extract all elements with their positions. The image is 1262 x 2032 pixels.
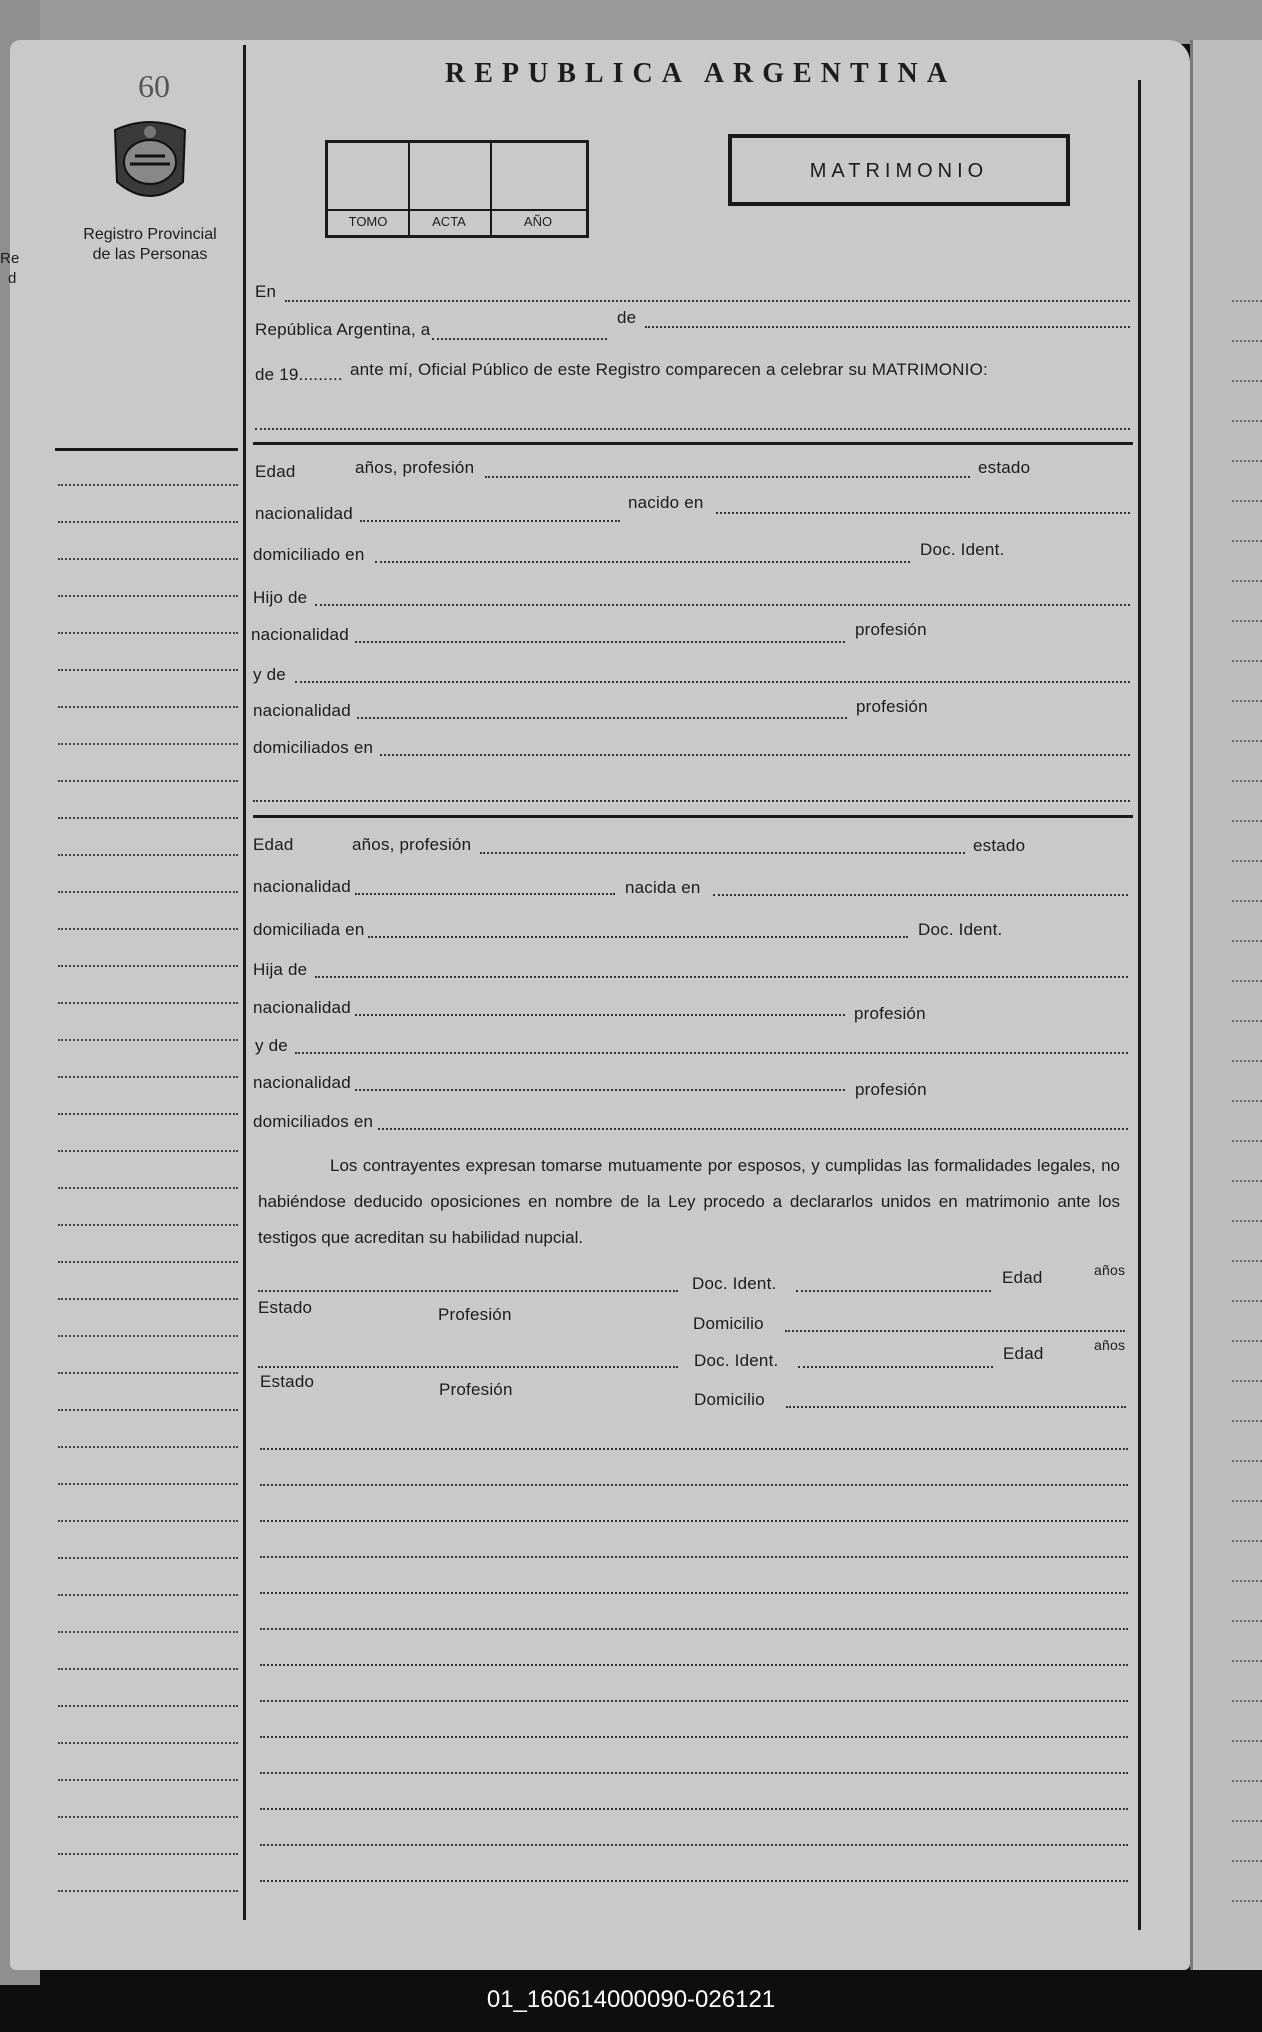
margin-line: [58, 928, 238, 930]
year-label: de 19.........: [255, 365, 343, 384]
margin-line: [58, 1557, 238, 1559]
witness1-domicilio-label: Domicilio: [693, 1314, 764, 1333]
reference-box: [325, 140, 589, 238]
margin-line: [58, 743, 238, 745]
bride-mother-prof-label: profesión: [855, 1080, 927, 1099]
month-field: [645, 326, 1130, 328]
groom-mother-nat-label: nacionalidad: [253, 701, 351, 720]
adjacent-page-line: [1232, 1820, 1262, 1822]
margin-line: [58, 595, 238, 597]
margin-line: [58, 1705, 238, 1707]
bride-domicilio-field: [368, 936, 908, 938]
notes-line: [260, 1520, 1128, 1522]
tomo-label: TOMO: [348, 214, 388, 229]
adjacent-page-line: [1232, 1500, 1262, 1502]
bride-parents-dom-label: domiciliados en: [253, 1112, 374, 1131]
margin-line: [58, 1816, 238, 1818]
witness2-doc-label: Doc. Ident.: [694, 1351, 779, 1370]
bride-y-de-label: y de: [255, 1036, 288, 1055]
adjacent-page-line: [1232, 1700, 1262, 1702]
adjacent-page-line: [1232, 1540, 1262, 1542]
bride-hija-label: Hija de: [253, 960, 308, 979]
registry-office-name: [70, 225, 230, 265]
adjacent-page-line: [1232, 1660, 1262, 1662]
groom-extra-field: [253, 800, 1130, 802]
bride-profesion-label: años, profesión: [352, 835, 472, 854]
adjacent-page-line: [1232, 740, 1262, 742]
adjacent-page-line: [1232, 900, 1262, 902]
declaration-text: Los contrayentes expresan tomarse mutuamente por esposos, y cumplidas las formalidades legales, no habiéndose deducido oposiciones en nombre de la Ley procedo a declararlos unidos en matrimonio ante los testigos que acreditan su habilidad nupcial.: [258, 1156, 1120, 1247]
statement-field: [255, 428, 1130, 430]
adjacent-page-line: [1232, 1740, 1262, 1742]
margin-line: [58, 1853, 238, 1855]
adjacent-page-line: [1232, 580, 1262, 582]
groom-nacido-label: nacido en: [628, 493, 704, 512]
groom-mother-prof-label: profesión: [856, 697, 928, 716]
witness1-name-field: [258, 1290, 678, 1292]
adjacent-page-fragment: Re: [0, 250, 20, 267]
margin-line: [58, 1187, 238, 1189]
bride-doc-label: Doc. Ident.: [918, 920, 1003, 939]
margin-line: [58, 1039, 238, 1041]
margin-line: [58, 1779, 238, 1781]
groom-hijo-field: [315, 604, 1130, 606]
act-type-label: MATRIMONIO: [809, 160, 989, 182]
adjacent-page-line: [1232, 1900, 1262, 1902]
witness2-domicilio-label: Domicilio: [694, 1390, 765, 1409]
margin-line: [58, 484, 238, 486]
adjacent-page-line: [1232, 420, 1262, 422]
witness1-domicilio-field: [785, 1330, 1125, 1332]
ano-cell: [490, 143, 586, 235]
groom-domicilio-label: domiciliado en: [253, 545, 365, 564]
groom-hijo-label: Hijo de: [253, 588, 308, 607]
adjacent-page-line: [1232, 1220, 1262, 1222]
provincial-seal-icon: [105, 112, 195, 212]
groom-father-nat-field: [355, 641, 845, 643]
bride-nacida-field: [713, 894, 1128, 896]
margin-line: [58, 1446, 238, 1448]
acta-cell: [408, 143, 492, 235]
page-title: REPUBLICA ARGENTINA: [445, 58, 956, 89]
groom-doc-label: Doc. Ident.: [920, 540, 1005, 559]
margin-line: [58, 1483, 238, 1485]
groom-edad-label: Edad: [255, 462, 296, 481]
notes-line: [260, 1880, 1128, 1882]
notes-line: [260, 1484, 1128, 1486]
top-background: [0, 0, 1262, 44]
witness2-profesion-label: Profesión: [439, 1380, 513, 1399]
groom-father-nat-label: nacionalidad: [251, 625, 349, 644]
act-type-box: [728, 134, 1070, 206]
document-id: 01_160614000090-026121: [486, 1986, 776, 2013]
witness1-doc-field: [796, 1290, 991, 1292]
de-label: de: [617, 308, 637, 327]
margin-line: [58, 1594, 238, 1596]
adjacent-page-line: [1232, 1060, 1262, 1062]
margin-line: [58, 1631, 238, 1633]
margin-line: [58, 965, 238, 967]
adjacent-page-line: [1232, 1140, 1262, 1142]
bride-profesion-field: [480, 852, 965, 854]
adjacent-page-line: [1232, 1020, 1262, 1022]
notes-line: [260, 1736, 1128, 1738]
notes-line: [260, 1448, 1128, 1450]
adjacent-page-fragment: d: [8, 270, 17, 287]
adjacent-page-line: [1232, 340, 1262, 342]
adjacent-page-line: [1232, 500, 1262, 502]
margin-line: [58, 669, 238, 671]
notes-line: [260, 1700, 1128, 1702]
right-page-edge: [1190, 40, 1262, 1970]
witness2-anos-label: años: [1094, 1337, 1126, 1353]
bride-parents-dom-field: [378, 1128, 1128, 1130]
acta-label: ACTA: [432, 214, 466, 229]
groom-profesion-field: [485, 476, 970, 478]
bride-father-nat-label: nacionalidad: [253, 998, 351, 1017]
bride-mother-field: [295, 1052, 1128, 1054]
margin-line: [58, 1298, 238, 1300]
bride-estado-label: estado: [973, 836, 1026, 855]
adjacent-page-line: [1232, 1180, 1262, 1182]
statement-text: ante mí, Oficial Público de este Registro comparecen a celebrar su MATRIMONIO:: [350, 360, 988, 379]
adjacent-page-line: [1232, 940, 1262, 942]
en-field: [285, 300, 1130, 302]
adjacent-page-line: [1232, 700, 1262, 702]
notes-line: [260, 1592, 1128, 1594]
margin-line: [58, 1150, 238, 1152]
adjacent-page-line: [1232, 1860, 1262, 1862]
groom-mother-field: [295, 681, 1130, 683]
reference-divider: [328, 209, 586, 211]
margin-line: [58, 1409, 238, 1411]
witness1-estado-label: Estado: [258, 1298, 313, 1317]
witness2-doc-field: [798, 1366, 993, 1368]
registry-line-1: Registro Provincial: [83, 226, 217, 243]
bride-hija-field: [315, 976, 1128, 978]
section-divider: [253, 815, 1133, 818]
groom-estado-label: estado: [978, 458, 1031, 477]
margin-line: [58, 780, 238, 782]
adjacent-page-line: [1232, 540, 1262, 542]
margin-line: [58, 1372, 238, 1374]
groom-profesion-label: años, profesión: [355, 458, 475, 477]
groom-parents-dom-label: domiciliados en: [253, 738, 374, 757]
witness1-profesion-label: Profesión: [438, 1305, 512, 1324]
right-frame-rule: [1138, 80, 1141, 1930]
groom-father-prof-label: profesión: [855, 620, 927, 639]
registry-page: [10, 40, 1190, 1970]
groom-domicilio-field: [375, 561, 910, 563]
day-field: [432, 338, 607, 340]
margin-line: [58, 1890, 238, 1892]
bride-nacionalidad-field: [355, 893, 615, 895]
en-label: En: [255, 282, 277, 301]
notes-line: [260, 1628, 1128, 1630]
groom-y-de-label: y de: [253, 665, 286, 684]
margin-line: [58, 817, 238, 819]
margin-line: [58, 1224, 238, 1226]
adjacent-page-line: [1232, 860, 1262, 862]
adjacent-page-line: [1232, 1380, 1262, 1382]
bride-mother-nat-label: nacionalidad: [253, 1073, 351, 1092]
registry-line-2: de las Personas: [92, 246, 208, 263]
adjacent-page-line: [1232, 980, 1262, 982]
margin-line: [58, 706, 238, 708]
bride-edad-label: Edad: [253, 835, 294, 854]
adjacent-page-line: [1232, 1100, 1262, 1102]
margin-line: [58, 1520, 238, 1522]
adjacent-page-line: [1232, 1460, 1262, 1462]
adjacent-page-line: [1232, 1620, 1262, 1622]
notes-line: [260, 1772, 1128, 1774]
witness2-estado-label: Estado: [260, 1372, 315, 1391]
bride-nacionalidad-label: nacionalidad: [253, 877, 351, 896]
adjacent-page-line: [1232, 300, 1262, 302]
adjacent-page-line: [1232, 1580, 1262, 1582]
margin-line: [58, 1335, 238, 1337]
groom-nacionalidad-field: [360, 520, 620, 522]
adjacent-page-line: [1232, 780, 1262, 782]
witness1-doc-label: Doc. Ident.: [692, 1274, 777, 1293]
margin-line: [58, 854, 238, 856]
notes-line: [260, 1556, 1128, 1558]
margin-line: [58, 1668, 238, 1670]
witness2-domicilio-field: [786, 1406, 1126, 1408]
adjacent-page-line: [1232, 1340, 1262, 1342]
margin-line: [58, 891, 238, 893]
ano-label: AÑO: [523, 214, 553, 229]
groom-mother-nat-field: [357, 717, 847, 719]
groom-nacionalidad-label: nacionalidad: [255, 504, 353, 523]
witness2-edad-label: Edad: [1003, 1344, 1044, 1363]
margin-line: [58, 1076, 238, 1078]
adjacent-page-line: [1232, 820, 1262, 822]
bride-nacida-label: nacida en: [625, 878, 701, 897]
margin-rule: [243, 45, 246, 1920]
margin-line: [58, 632, 238, 634]
notes-line: [260, 1664, 1128, 1666]
bride-domicilio-label: domiciliada en: [253, 920, 365, 939]
folio-number: 60: [138, 68, 170, 104]
groom-parents-dom-field: [380, 754, 1130, 756]
notes-line: [260, 1844, 1128, 1846]
adjacent-page-line: [1232, 660, 1262, 662]
republica-label: República Argentina, a: [255, 320, 431, 339]
witness1-edad-label: Edad: [1002, 1268, 1043, 1287]
adjacent-page-line: [1232, 1300, 1262, 1302]
adjacent-page-line: [1232, 1780, 1262, 1782]
section-divider: [253, 442, 1133, 445]
groom-nacido-field: [716, 512, 1130, 514]
margin-line: [58, 1261, 238, 1263]
bride-mother-nat-field: [355, 1089, 845, 1091]
bride-father-nat-field: [355, 1014, 845, 1016]
margin-line: [58, 1113, 238, 1115]
margin-line: [58, 1002, 238, 1004]
notes-line: [260, 1808, 1128, 1810]
tomo-cell: [328, 143, 410, 235]
margin-line: [58, 1742, 238, 1744]
adjacent-page-line: [1232, 460, 1262, 462]
adjacent-page-line: [1232, 380, 1262, 382]
witness1-anos-label: años: [1094, 1262, 1126, 1278]
adjacent-page-line: [1232, 1420, 1262, 1422]
margin-divider: [55, 448, 238, 451]
adjacent-page-line: [1232, 620, 1262, 622]
bride-father-prof-label: profesión: [854, 1004, 926, 1023]
margin-line: [58, 558, 238, 560]
witness2-name-field: [258, 1366, 678, 1368]
adjacent-page-line: [1232, 1260, 1262, 1262]
margin-line: [58, 521, 238, 523]
